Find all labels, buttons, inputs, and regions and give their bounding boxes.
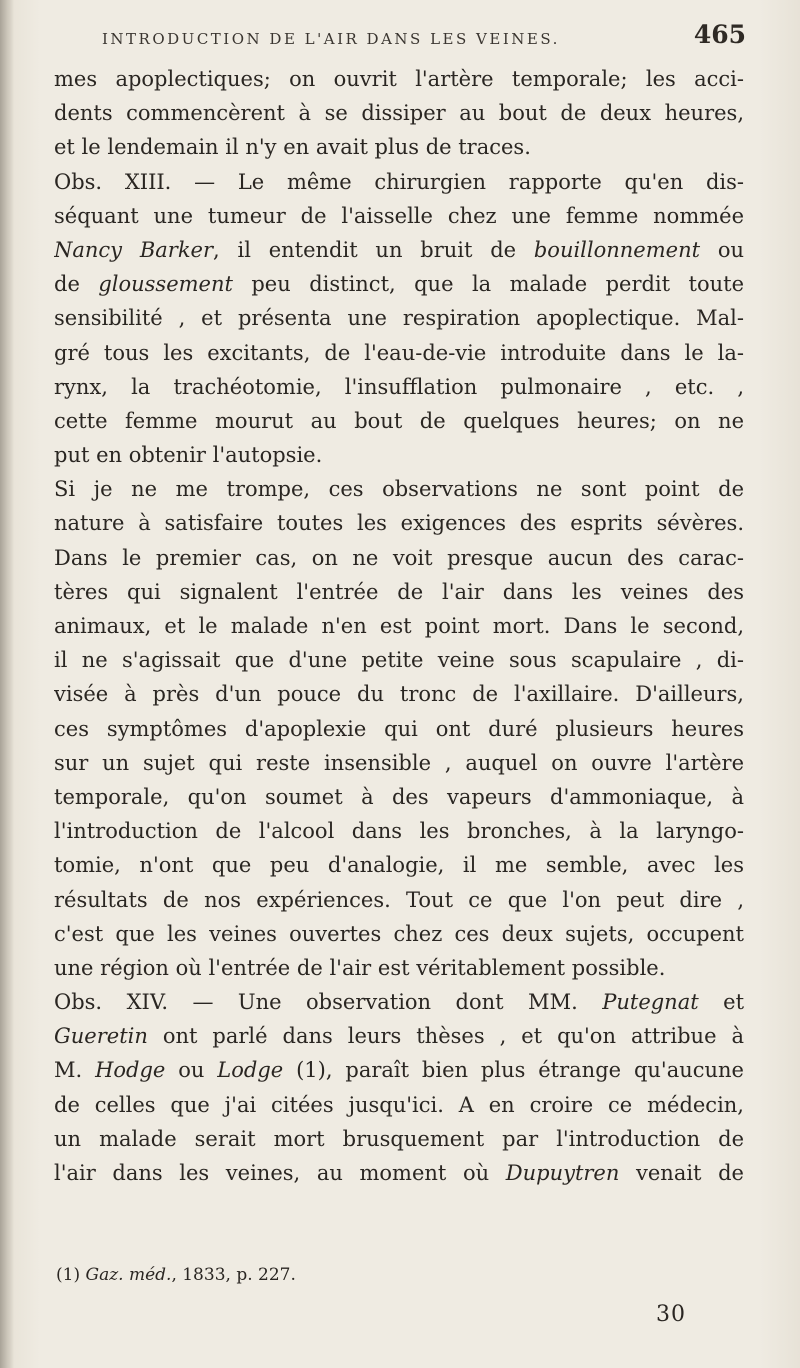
text-line [54, 165, 744, 199]
text-line [54, 199, 744, 233]
text-span: Si je ne me trompe, ces observations ne sont point de [54, 477, 744, 502]
text-span: , il entendit un bruit de [213, 237, 534, 262]
text-span: une région où l'entrée de l'air est véritablement possible. [54, 955, 666, 980]
text-span: c'est que les veines ouvertes chez ces deux sujets, occupent [54, 921, 744, 946]
text-line [54, 1156, 744, 1190]
binding-shadow [0, 0, 14, 1368]
text-span: peu distinct, que la malade perdit toute [232, 272, 744, 297]
text-line [54, 541, 744, 575]
text-line [54, 506, 744, 540]
page-number: 465 [693, 20, 746, 49]
italic-span: Lodge [217, 1058, 284, 1083]
text-line [54, 985, 744, 1019]
text-span: (1), paraît bien plus étrange qu'aucune [283, 1058, 744, 1083]
text-line [54, 404, 744, 438]
text-span: ont parlé dans leurs thèses , et qu'on attribue à [147, 1024, 744, 1049]
text-span: et le lendemain il n'y en avait plus de traces. [54, 135, 531, 160]
text-span: temporale, qu'on soumet à des vapeurs d'ammoniaque, à [54, 784, 744, 809]
footnote [56, 1264, 296, 1286]
text-span: cette femme mourut au bout de quelques heures; on ne [54, 408, 744, 433]
text-line [54, 336, 744, 370]
signature-mark: 30 [656, 1302, 686, 1327]
text-line [54, 96, 744, 130]
text-line [54, 1053, 744, 1087]
text-span: il ne s'agissait que d'une petite veine sous scapulaire , di- [54, 648, 744, 673]
italic-span: Putegnat [602, 990, 699, 1015]
text-span: venait de [619, 1161, 744, 1185]
italic-span: bouillonnement [533, 237, 701, 262]
text-line [54, 267, 744, 301]
text-line [54, 1122, 744, 1156]
text-line [54, 746, 744, 780]
italic-span: Hodge [95, 1058, 166, 1083]
text-span: ces symptômes d'apoplexie qui ont duré plusieurs heures [54, 716, 744, 741]
text-span: Obs. XIII. — Le même chirurgien rapporte qu'en dis- [54, 169, 744, 194]
text-span: Obs. XIV. — Une observation dont MM. [54, 990, 603, 1015]
text-line [54, 438, 744, 472]
text-span: ou [165, 1058, 218, 1083]
text-span: tères qui signalent l'entrée de l'air dans les veines des [54, 579, 744, 604]
text-line [54, 233, 744, 267]
text-span: animaux, et le malade n'en est point mort. Dans le second, [54, 614, 744, 638]
text-span: séquant une tumeur de l'aisselle chez une femme nommée [54, 203, 744, 228]
text-span: sur un sujet qui reste insensible , auquel on ouvre l'artère [54, 750, 744, 775]
text-line [54, 814, 744, 848]
footnote-source: Gaz. méd. [85, 1265, 172, 1285]
text-span: tomie, n'ont que peu d'analogie, il me semble, avec les [54, 853, 744, 878]
text-span: un malade serait mort brusquement par l'introduction de [54, 1126, 744, 1151]
italic-span: gloussement [98, 272, 233, 297]
text-line [54, 917, 744, 951]
text-span: rynx, la trachéotomie, l'insufflation pulmonaire , etc. , [54, 374, 744, 399]
text-span: l'introduction de l'alcool dans les bronches, à la laryngo- [54, 819, 744, 844]
text-span: nature à satisfaire toutes les exigences des esprits sévères. [54, 511, 744, 536]
text-span: gré tous les excitants, de l'eau-de-vie introduite dans le la- [54, 340, 744, 365]
text-span: de [54, 272, 99, 297]
text-span: visée à près d'un pouce du tronc de l'axillaire. D'ailleurs, [54, 682, 744, 707]
footnote-reference: , 1833, p. 227. [171, 1265, 296, 1285]
text-line [54, 575, 744, 609]
body-text [54, 62, 744, 1190]
italic-span: Gueretin [54, 1024, 148, 1049]
text-span: sensibilité , et présenta une respiration apoplectique. Mal- [54, 306, 744, 331]
text-line [54, 301, 744, 335]
running-head [68, 20, 768, 60]
text-span: mes apoplectiques; on ouvrit l'artère temporale; les acci- [54, 67, 744, 91]
text-span: l'air dans les veines, au moment où [54, 1161, 506, 1185]
running-title: INTRODUCTION DE L'AIR DANS LES VEINES. [102, 30, 560, 48]
text-line [54, 883, 744, 917]
text-span: M. [54, 1058, 96, 1083]
text-line [54, 780, 744, 814]
footnote-marker: (1) [56, 1265, 86, 1285]
text-line [54, 609, 744, 643]
text-line [54, 712, 744, 746]
text-line [54, 472, 744, 506]
text-span: ou [700, 237, 744, 262]
text-span: et [698, 990, 744, 1015]
italic-span: Nancy Barker [54, 237, 214, 262]
text-span: put en obtenir l'autopsie. [54, 443, 323, 468]
text-line [54, 130, 744, 164]
text-line [54, 643, 744, 677]
text-line [54, 677, 744, 711]
text-span: Dans le premier cas, on ne voit presque aucun des carac- [54, 545, 744, 570]
text-span: de celles que j'ai citées jusqu'ici. A en croire ce médecin, [54, 1092, 744, 1117]
text-span: dents commencèrent à se dissiper au bout de deux heures, [54, 101, 744, 126]
text-line [54, 62, 744, 96]
text-span: résultats de nos expériences. Tout ce que l'on peut dire , [54, 887, 744, 912]
text-line [54, 951, 744, 985]
text-line [54, 1019, 744, 1053]
italic-span: Dupuytren [505, 1161, 620, 1185]
text-line [54, 370, 744, 404]
text-line [54, 1088, 744, 1122]
text-line [54, 848, 744, 882]
